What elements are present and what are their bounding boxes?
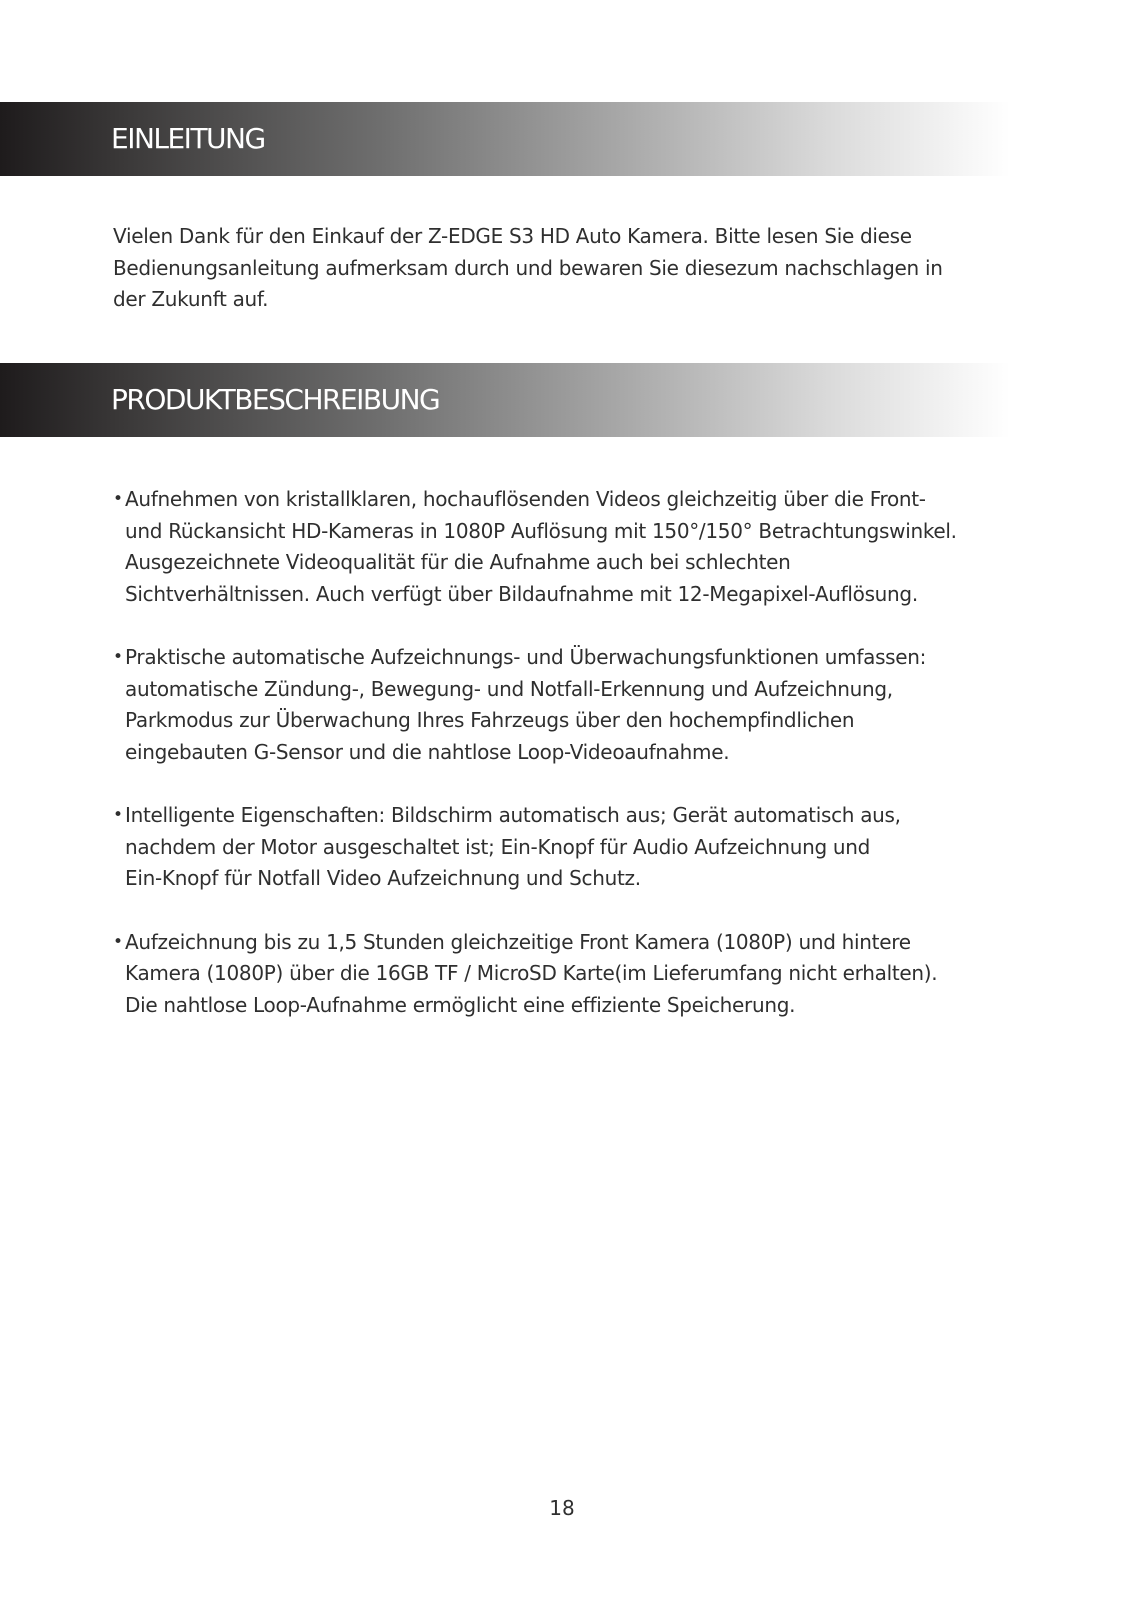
list-item-line: Praktische automatische Aufzeichnungs- und Überwachungsfunktionen umfassen: bbox=[125, 645, 927, 669]
section-title: EINLEITUNG bbox=[111, 122, 265, 155]
list-item-line: Parkmodus zur Überwachung Ihres Fahrzeugs über den hochempfindlichen bbox=[125, 708, 855, 732]
page-number: 18 bbox=[549, 1496, 575, 1520]
list-item-line: nachdem der Motor ausgeschaltet ist; Ein-Knopf für Audio Aufzeichnung und bbox=[125, 834, 871, 859]
list-item-line: Kamera (1080P) über die 16GB TF / MicroSD Karte(im Lieferumfang nicht erhalten). bbox=[125, 961, 938, 985]
list-item-line: und Rückansicht HD-Kameras in 1080P Auflösung mit 150°/150° Betrachtungswinkel. bbox=[125, 518, 957, 543]
list-item-line: eingebauten G-Sensor und die nahtlose Loop-Videoaufnahme. bbox=[125, 739, 730, 764]
intro-paragraph bbox=[113, 221, 1033, 316]
list-item-line: automatische Zündung-, Bewegung- und Notfall-Erkennung und Aufzeichnung, bbox=[125, 676, 893, 701]
list-item bbox=[113, 484, 1043, 610]
section-header-einleitung bbox=[0, 102, 1010, 176]
bullet-icon: • bbox=[113, 647, 123, 667]
intro-line: Bedienungsanleitung aufmerksam durch und bewaren Sie diesezum nachschlagen in bbox=[113, 255, 943, 280]
feature-list bbox=[113, 484, 1043, 1053]
section-title: PRODUKTBESCHREIBUNG bbox=[111, 383, 440, 416]
bullet-icon: • bbox=[113, 805, 123, 825]
list-item-line: Ausgezeichnete Videoqualität für die Aufnahme auch bei schlechten bbox=[125, 550, 791, 574]
intro-line: der Zukunft auf. bbox=[113, 287, 269, 311]
list-item bbox=[113, 800, 1043, 895]
list-item-line: Intelligente Eigenschaften: Bildschirm automatisch aus; Gerät automatisch aus, bbox=[125, 803, 901, 827]
bullet-icon: • bbox=[113, 931, 123, 952]
intro-line: Vielen Dank für den Einkauf der Z-EDGE S3 HD Auto Kamera. Bitte lesen Sie diese bbox=[113, 224, 912, 248]
section-header-produktbeschreibung bbox=[0, 363, 1010, 437]
list-item-line: Aufnehmen von kristallklaren, hochauflösenden Videos gleichzeitig über die Front- bbox=[125, 487, 926, 511]
list-item bbox=[113, 927, 1043, 1022]
list-item bbox=[113, 642, 1043, 768]
list-item-line: Ein-Knopf für Notfall Video Aufzeichnung und Schutz. bbox=[125, 866, 641, 890]
list-item-line: Die nahtlose Loop-Aufnahme ermöglicht eine effiziente Speicherung. bbox=[125, 992, 796, 1017]
bullet-icon: • bbox=[113, 489, 123, 509]
list-item-line: Sichtverhältnissen. Auch verfügt über Bildaufnahme mit 12-Megapixel-Auflösung. bbox=[125, 581, 918, 606]
list-item-line: Aufzeichnung bis zu 1,5 Stunden gleichzeitige Front Kamera (1080P) und hintere bbox=[125, 929, 911, 954]
